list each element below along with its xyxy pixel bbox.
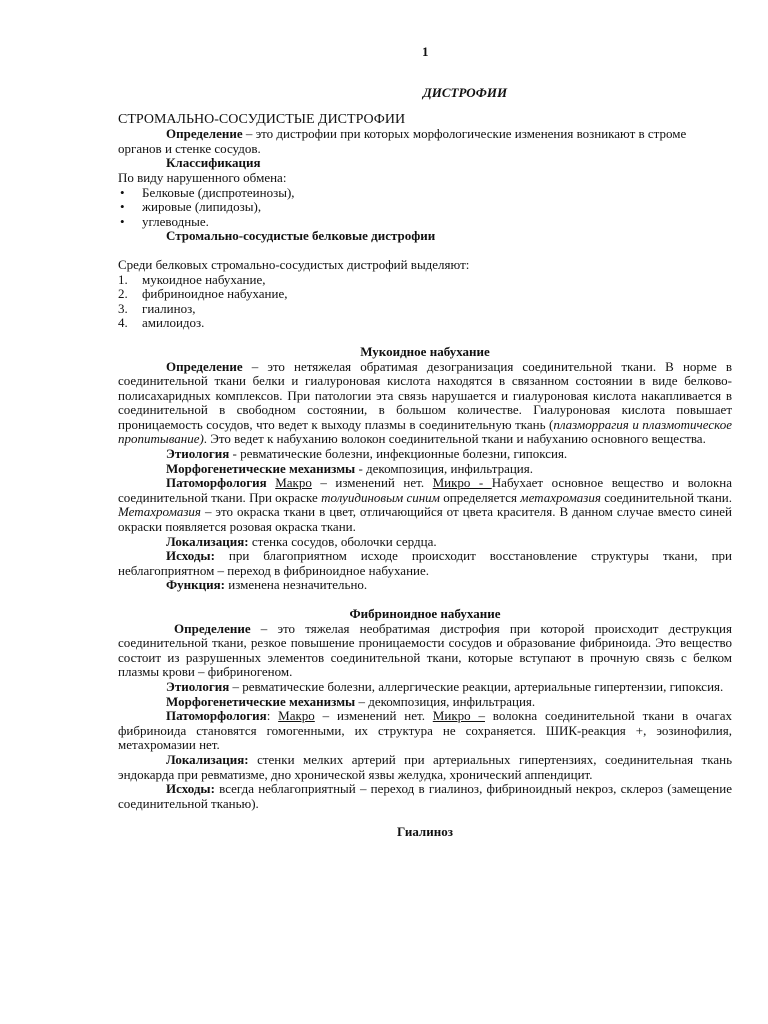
mucoid-outcomes — [118, 549, 732, 578]
mucoid-heading: Мукоидное набухание — [360, 343, 490, 359]
document-page — [118, 40, 732, 840]
metachromasia-term: Метахромазия — [118, 504, 201, 520]
micro-label: Микро - — [432, 475, 492, 491]
pathomorphology-label: Патоморфология — [166, 708, 267, 724]
definition-text: – это дистрофии при которых морфологические изменения возникают в строме органов и стенке сосудов. — [118, 126, 687, 156]
mucoid-definition — [118, 360, 732, 448]
morphogenesis-text: - декомпозиция, инфильтрация. — [355, 460, 533, 476]
etiology-text: - ревматические болезни, инфекционные болезни, гипоксия. — [229, 446, 568, 462]
list-number: 4. — [118, 315, 128, 331]
outcomes-text: при благоприятном исходе происходит восстановление структуры ткани, при неблагоприятном – переход в фибриноидное набухание. — [118, 548, 732, 578]
colon: : — [266, 708, 279, 724]
protein-heading-text: Стромально-сосудистые белковые дистрофии — [166, 228, 436, 244]
macro-label: Макро — [275, 475, 312, 491]
section-heading-stromal: СТРОМАЛЬНО-СОСУДИСТЫЕ ДИСТРОФИИ — [118, 111, 406, 127]
type-bullet-list — [118, 186, 732, 230]
list-item: • Белковые (диспротеинозы), — [118, 186, 732, 201]
macro-text: – изменений нет. — [311, 475, 433, 491]
etiology-label: Этиология — [166, 446, 230, 462]
list-item — [118, 316, 732, 331]
list-number: 2. — [118, 286, 128, 302]
hyalinosis-heading: Гиалиноз — [397, 824, 453, 840]
definition-label: Определение — [166, 358, 243, 374]
fibrinoid-etiology — [118, 680, 732, 695]
fibrinoid-definition — [118, 622, 732, 680]
definition-label: Определение — [166, 126, 243, 142]
definition-text-end: . Это ведет к набуханию волокон соединительной ткани и набуханию основного вещества. — [203, 431, 706, 447]
pathomorphology-label: Патоморфология — [166, 475, 267, 491]
localization-text: стенка сосудов, оболочки сердца. — [248, 533, 437, 549]
definition-label: Определение — [174, 620, 251, 636]
micro-text: Набухает основное вещество и волокна соединительной ткани. При окраске — [118, 475, 733, 505]
mucoid-function — [118, 578, 732, 593]
dystrophy-numbered-list — [118, 273, 732, 331]
fibrinoid-pathomorphology — [118, 709, 732, 753]
list-text: фибриноидное набухание, — [142, 286, 288, 302]
stromal-definition — [118, 127, 732, 156]
outcomes-text: всегда неблагоприятный – переход в гиалиноз, фибриноидный некроз, склероз (замещение соединительной тканью). — [118, 781, 732, 811]
list-item: • жировые (липидозы), — [118, 200, 732, 215]
micro-text: – это окраска ткани в цвет, отличающийся от цвета красителя. В данном случае вместо синей окраски появляется розовая окраска ткани. — [118, 504, 732, 535]
list-item: • углеводные. — [118, 215, 732, 230]
etiology-label: Этиология — [166, 678, 230, 694]
by-type-line: По виду нарушенного обмена: — [118, 169, 287, 185]
mucoid-etiology — [118, 447, 732, 462]
metachromasia-term: метахромазия — [520, 489, 601, 505]
definition-text: – это тяжелая необратимая дистрофия при которой происходит деструкция соединительной ткани, резкое повышение проницаемости сосудов и образование фибриноида. Это вещество состоит из разрушенных элементов соединительной ткани, которые вступают в прочную связь с белком плазмы крови – фибриногеном. — [118, 620, 732, 680]
macro-text: – изменений нет. — [314, 708, 433, 724]
fibrinoid-heading: Фибриноидное набухание — [349, 606, 501, 621]
list-item — [118, 302, 732, 317]
mucoid-pathomorphology — [118, 476, 732, 534]
micro-text: соединительной ткани. — [600, 489, 732, 505]
outcomes-label: Исходы: — [166, 781, 215, 797]
mucoid-morphogenesis — [118, 462, 732, 477]
list-text: амилоидоз. — [142, 315, 205, 331]
classification-label — [118, 156, 732, 171]
mucoid-localization — [118, 535, 732, 550]
macro-label: Макро — [278, 708, 315, 724]
definition-italic: плазморрагия и плазмотическое пропитывание) — [118, 416, 732, 447]
page-number: 1 — [422, 44, 429, 59]
localization-text: стенки мелких артерий при артериальных гипертензиях, соединительная ткань эндокарда при ревматизме, дно хронической язвы желудка, хронический аппендицит. — [118, 751, 732, 782]
document-title: ДИСТРОФИИ — [422, 85, 508, 100]
etiology-text: – ревматические болезни, аллергические реакции, артериальные гипертензии, гипоксия. — [229, 678, 724, 694]
classification-heading: Классификация — [166, 155, 261, 171]
list-item — [118, 273, 732, 288]
list-text: мукоидное набухание, — [142, 271, 266, 287]
list-number: 3. — [118, 300, 128, 316]
definition-text: – это нетяжелая обратимая дезогранизация соединительной ткани. В норме в соединительной ткани белки и гиалуроновая кислота находятся в связанном состоянии в виде белково-полисахаридных комплексов. При патологии эта связь нарушается и гиалуроновая кислота накапливается в соединительной в свободном состоянии, в большом количестве. Гиалуроновая кислота повышает проницаемость сосудов, что ведет к выходу плазмы в соединительную ткань ( — [118, 358, 732, 432]
micro-text: определяется — [439, 489, 521, 505]
fibrinoid-localization — [118, 753, 732, 782]
micro-label: Микро – — [432, 708, 485, 724]
localization-label: Локализация: — [166, 533, 249, 549]
fibrinoid-outcomes — [118, 782, 732, 811]
function-label: Функция: — [166, 577, 225, 593]
morphogenesis-label: Морфогенетические механизмы — [166, 693, 356, 709]
morphogenesis-text: – декомпозиция, инфильтрация. — [355, 693, 536, 709]
fibrinoid-morphogenesis — [118, 695, 732, 710]
list-text: гиалиноз, — [142, 300, 196, 316]
stain-name: толуидиновым синим — [321, 489, 440, 505]
localization-label: Локализация: — [166, 751, 249, 767]
micro-text: волокна соединительной ткани в очагах фибриноида становятся гомогенными, их структура не сохраняется. ШИК-реакция +, эозинофилия, метахромазии нет. — [118, 708, 732, 753]
protein-dystrophy-heading — [118, 229, 732, 244]
list-number: 1. — [118, 271, 128, 287]
list-item — [118, 287, 732, 302]
among-line: Среди белковых стромально-сосудистых дистрофий выделяют: — [118, 256, 470, 272]
outcomes-label: Исходы: — [166, 548, 215, 564]
function-text: изменена незначительно. — [225, 577, 368, 593]
morphogenesis-label: Морфогенетические механизмы — [166, 460, 356, 476]
